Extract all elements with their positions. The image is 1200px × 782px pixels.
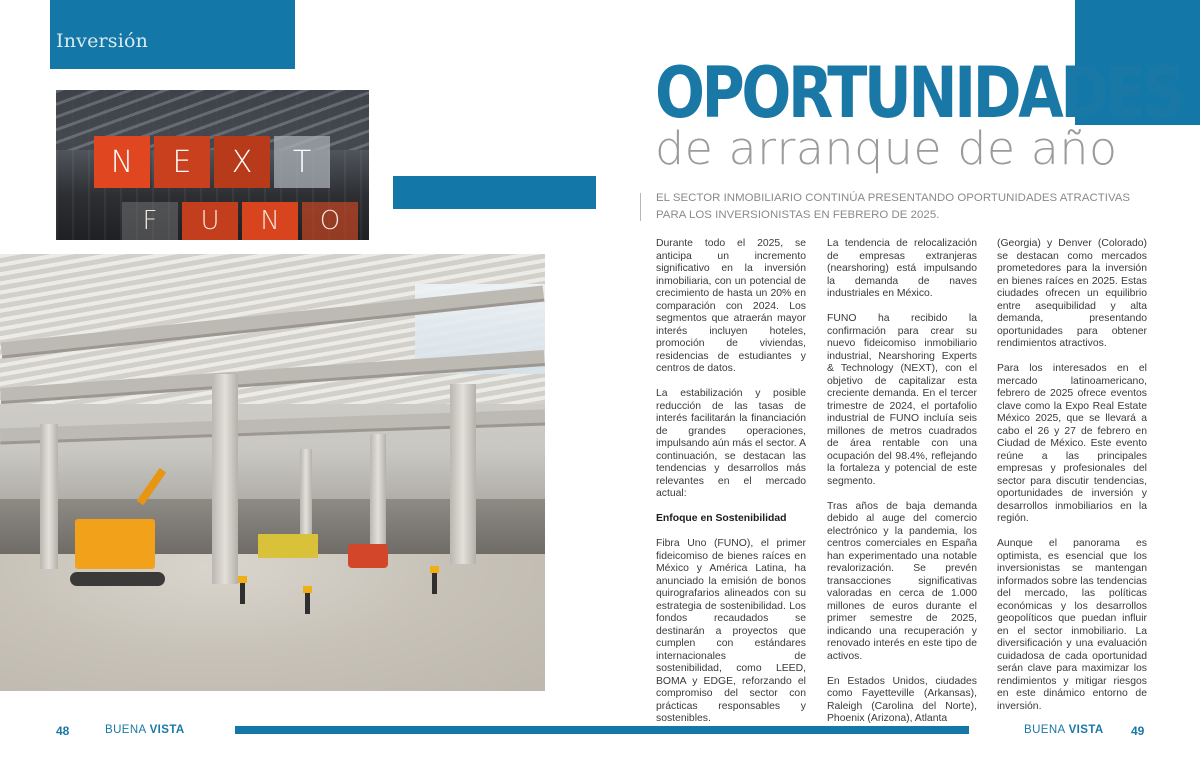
- brand-bold: VISTA: [149, 724, 185, 736]
- brand-footer-right: [1024, 724, 1104, 736]
- section-tab: [50, 0, 295, 69]
- paragraph: La estabilización y posible reducción de las tasas de interés facilitarán la financiación de grandes operaciones, impulsando aún más el sector. A continuación, se destacan las tendencias y desarrollos más relevantes en el mercado actual:: [656, 388, 806, 499]
- warehouse-column: [300, 449, 312, 539]
- accent-bar: [393, 176, 596, 209]
- paragraph: Para los interesados en el mercado latinoamericano, febrero de 2025 ofrece eventos clave como la Expo Real Estate México 2025, que se llevará a cabo el 26 y 27 de febrero en Ciudad de México. Este evento reúne a las principales empresas y profesionales del sector para discutir tendencias, oportunidades de inversión y desarrollos inmobiliarios en la región.: [997, 363, 1147, 524]
- next-letter: X: [214, 136, 270, 188]
- next-funo-image: [56, 90, 369, 240]
- brand-bold: VISTA: [1068, 724, 1104, 736]
- paragraph: Fibra Uno (FUNO), el primer fideicomiso de bienes raíces en México y América Latina, ha anunciado la emisión de bonos quirografarios alineados con su estrategia de sostenibilidad. Los fondos recaudados se destinarán a proyectos que cumplen con estándares internacionales de sostenibilidad, como LEED, BOMA y EDGE, reforzando el compromiso del sector con prácticas responsables y sostenibles.: [656, 538, 806, 724]
- article-lede: EL SECTOR INMOBILIARIO CONTINÚA PRESENTANDO OPORTUNIDADES ATRACTIVAS PARA LOS INVERSIONISTAS EN FEBRERO DE 2025.: [656, 192, 1131, 221]
- footer-bar: [235, 726, 969, 734]
- excavator-track: [70, 572, 165, 586]
- scissor-lift: [258, 534, 318, 558]
- warehouse-column: [212, 374, 238, 584]
- paragraph: Durante todo el 2025, se anticipa un incremento significativo en la inversión inmobiliaria, con un potencial de crecimiento de hasta un 20% en comparación con 2024. Los segmentos que atraerán mayor interés incluyen hoteles, promoción de viviendas, residencias de estudiantes y centros de datos.: [656, 238, 806, 374]
- warehouse-column: [450, 384, 476, 564]
- funo-letter: O: [302, 202, 358, 240]
- warehouse-photo: [0, 254, 545, 691]
- article-subtitle: de arranque de año: [655, 122, 1118, 175]
- next-letter: T: [274, 136, 330, 188]
- article-title: OPORTUNIDADES: [655, 52, 1182, 134]
- paragraph: Aunque el panorama es optimista, es esencial que los inversionistas se mantengan informados sobre las tendencias del mercado, las políticas económicas y los desarrollos geopolíticos que puedan influir en el sector inmobiliario. La diversificación y una evaluación cuidadosa de cada oportunidad serán clave para maximizar los rendimientos y mitigar riesgos en este dinámico entorno de inversión.: [997, 538, 1147, 712]
- excavator: [75, 519, 155, 569]
- brand-light: BUENA: [105, 724, 150, 736]
- warehouse-column: [370, 434, 386, 544]
- section-label: Inversión: [56, 30, 149, 52]
- brand-light: BUENA: [1024, 724, 1069, 736]
- paragraph: En Estados Unidos, ciudades como Fayetteville (Arkansas), Raleigh (Carolina del Norte), Phoenix (Arizona), Atlanta: [827, 675, 977, 724]
- article-column-1: [656, 238, 806, 726]
- paragraph: Tras años de baja demanda debido al auge del comercio electrónico y la pandemia, los centros comerciales en España han experimentado una notable revalorización. Se prevén transacciones significativas valoradas en cerca de 1.000 millones de euros durante el primer semestre de 2025, indicando una recuperación y renovado interés en este tipo de activos.: [827, 500, 977, 662]
- funo-letters: [122, 202, 358, 240]
- lede-divider: [640, 193, 641, 221]
- bollard: [240, 580, 245, 604]
- next-letter: E: [154, 136, 210, 188]
- funo-letter: U: [182, 202, 238, 240]
- bollard: [305, 590, 310, 614]
- page-number-left: 48: [56, 724, 70, 738]
- paragraph: FUNO ha recibido la confirmación para crear su nuevo fideicomiso inmobiliario industrial, Nearshoring Experts & Technology (NEXT), con el objetivo de capitalizar esta creciente demanda. En el tercer trimestre de 2024, el portafolio industrial de FUNO incluía seis millones de metros cuadrados de área rentable con una ocupación del 98.4%, reflejando la fortaleza y potencial de este segmento.: [827, 313, 977, 487]
- paragraph: La tendencia de relocalización de empresas extranjeras (nearshoring) está impulsando la demanda de naves industriales en México.: [827, 238, 977, 299]
- next-letters: [94, 136, 330, 188]
- brand-footer-left: [105, 724, 185, 736]
- funo-letter: F: [122, 202, 178, 240]
- article-column-2: [827, 238, 977, 726]
- subheading: Enfoque en Sostenibilidad: [656, 513, 787, 524]
- page-number-right: 49: [1131, 724, 1145, 738]
- next-letter: N: [94, 136, 150, 188]
- bollard: [432, 570, 437, 594]
- article-column-3: [997, 238, 1147, 713]
- paragraph: (Georgia) y Denver (Colorado) se destacan como mercados prometedores para la inversión en bienes raíces en 2025. Estas ciudades ofrecen un equilibrio entre asequibilidad y alta demanda, presentando oportunidades para obtener rendimientos atractivos.: [997, 238, 1147, 349]
- funo-letter: N: [242, 202, 298, 240]
- road-roller: [348, 544, 388, 568]
- warehouse-column: [40, 424, 58, 569]
